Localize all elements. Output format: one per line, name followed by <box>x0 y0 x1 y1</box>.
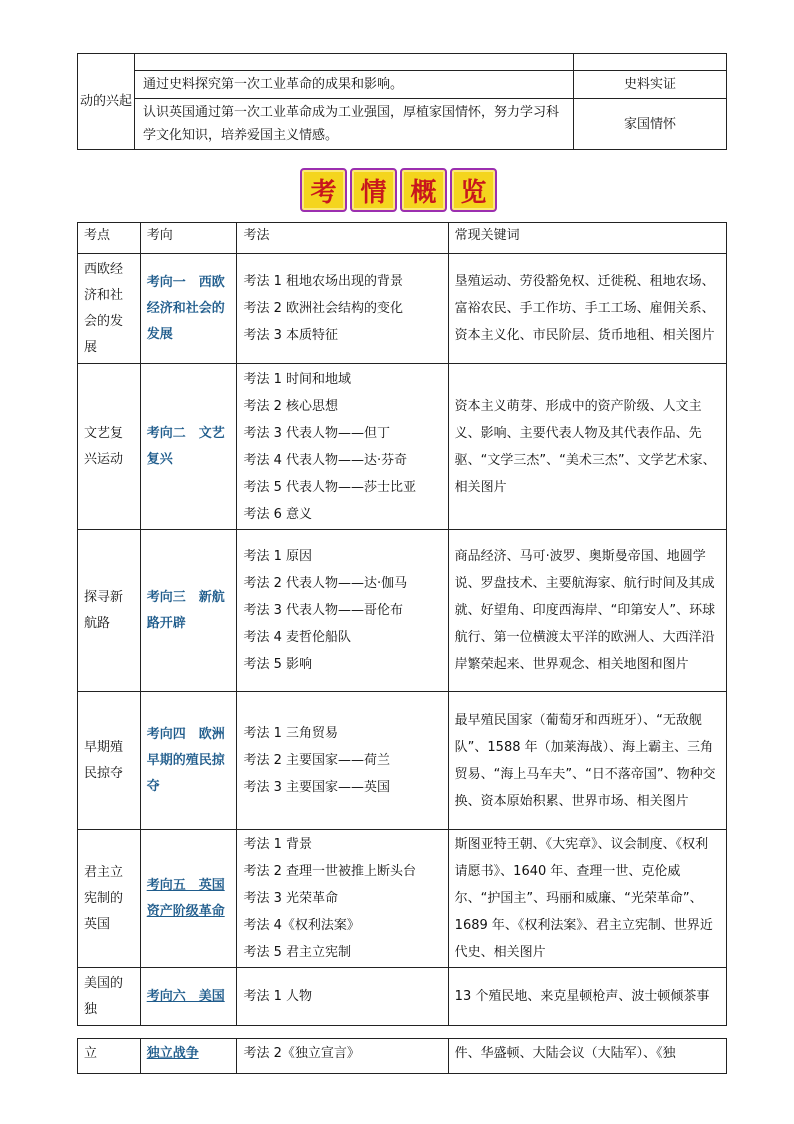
banner-char: 概 <box>400 168 447 212</box>
exam-methods <box>237 968 448 1026</box>
method-item: 考法 2 查理一世被推上断头台 <box>243 864 417 879</box>
exam-direction: 考向四 欧洲早期的殖民掠夺 <box>140 692 237 830</box>
method-item: 考法 2 核心思想 <box>243 398 339 414</box>
method-item: 考法 4 麦哲伦船队 <box>243 630 352 645</box>
exam-methods <box>237 364 448 530</box>
method-item: 考法 5 代表人物——莎士比亚 <box>243 479 417 495</box>
objective-text: 认识英国通过第一次工业革命成为工业强国，厚植家国情怀，努力学习科学文化知识，培养爱国主义情感。 <box>135 99 574 150</box>
exam-methods <box>237 692 448 830</box>
exam-direction: 考向六 美国 <box>140 968 237 1026</box>
exam-direction: 考向三 新航路开辟 <box>140 530 237 692</box>
table-row <box>78 530 727 692</box>
method-item: 考法 4 代表人物——达·芬奇 <box>243 452 408 468</box>
exam-direction: 独立战争 <box>140 1039 237 1074</box>
table-row <box>78 364 727 530</box>
section-banner <box>300 168 497 212</box>
header-cell: 考向 <box>140 223 237 254</box>
method-item: 考法 3 主要国家——英国 <box>243 780 391 795</box>
method-item: 考法 2《独立宣言》 <box>237 1039 448 1074</box>
keywords: 资本主义萌芽、形成中的资产阶级、人文主义、影响、主要代表人物及其代表作品、先驱、“文学三杰”、“美术三杰”、文学艺术家、相关图片 <box>448 364 726 530</box>
method-item: 考法 5 君主立宪制 <box>243 945 352 960</box>
method-item: 考法 5 影响 <box>243 657 313 672</box>
row-label: 动的兴起 <box>78 54 135 150</box>
objective-text: 通过史料探究第一次工业革命的成果和影响。 <box>135 71 574 99</box>
table-row <box>78 254 727 364</box>
exam-point: 美国的独 <box>78 968 141 1026</box>
keywords: 斯图亚特王朝、《大宪章》、议会制度、《权利请愿书》、1640 年、查理一世、克伦威尔、“护国主”、玛丽和威廉、“光荣革命”、1689 年、《权利法案》、君主立宪制、世界近代史、相关图片 <box>448 830 726 968</box>
exam-point: 君主立宪制的英国 <box>78 830 141 968</box>
exam-methods <box>237 530 448 692</box>
exam-point: 早期殖民掠夺 <box>78 692 141 830</box>
objective-tag: 家国情怀 <box>574 99 727 150</box>
objective-tag: 史料实证 <box>574 71 727 99</box>
keywords: 件、华盛顿、大陆会议（大陆军）、《独 <box>448 1039 726 1074</box>
method-item: 考法 1 原因 <box>243 549 313 564</box>
table-header <box>78 223 727 254</box>
banner-char: 览 <box>450 168 497 212</box>
empty-cell <box>135 54 574 71</box>
method-item: 考法 6 意义 <box>243 506 313 522</box>
banner-char: 情 <box>350 168 397 212</box>
method-item: 考法 3 光荣革命 <box>243 891 339 906</box>
method-item: 考法 4《权利法案》 <box>243 918 360 933</box>
method-item: 考法 1 背景 <box>243 837 313 852</box>
keywords: 垦殖运动、劳役豁免权、迁徙税、租地农场、富裕农民、手工作坊、手工工场、雇佣关系、资本主义化、市民阶层、货币地租、相关图片 <box>448 254 726 364</box>
table-row <box>78 830 727 968</box>
table-row <box>78 692 727 830</box>
keywords: 13 个殖民地、来克星顿枪声、波士顿倾茶事 <box>448 968 726 1026</box>
exam-point: 立 <box>78 1039 141 1074</box>
exam-direction: 考向二 文艺复兴 <box>140 364 237 530</box>
method-item: 考法 1 租地农场出现的背景 <box>243 274 404 289</box>
exam-overview-table <box>77 222 727 1026</box>
keywords: 商品经济、马可·波罗、奥斯曼帝国、地圆学说、罗盘技术、主要航海家、航行时间及其成就、好望角、印度西海岸、“印第安人”、环球航行、第一位横渡太平洋的欧洲人、大西洋沿岸繁荣起来、世界观念、相关地图和图片 <box>448 530 726 692</box>
method-item: 考法 2 欧洲社会结构的变化 <box>243 301 404 316</box>
method-item: 考法 3 代表人物——但丁 <box>243 425 391 441</box>
method-item: 考法 1 三角贸易 <box>243 726 339 741</box>
objectives-table <box>77 53 727 150</box>
method-item: 考法 3 代表人物——哥伦布 <box>243 603 404 618</box>
exam-methods <box>237 830 448 968</box>
exam-point: 探寻新航路 <box>78 530 141 692</box>
table-row <box>78 968 727 1026</box>
method-item: 考法 1 时间和地域 <box>243 371 352 387</box>
keywords: 最早殖民国家（葡萄牙和西班牙）、“无敌舰队”、1588 年（加莱海战）、海上霸主、三角贸易、“海上马车夫”、“日不落帝国”、物种交换、资本原始积累、世界市场、相关图片 <box>448 692 726 830</box>
table-row <box>78 1039 727 1074</box>
header-cell: 考法 <box>237 223 448 254</box>
exam-point: 西欧经济和社会的发展 <box>78 254 141 364</box>
header-cell: 常现关键词 <box>448 223 726 254</box>
exam-direction: 考向五 英国资产阶级革命 <box>140 830 237 968</box>
method-item: 考法 2 代表人物——达·伽马 <box>243 576 408 591</box>
method-item: 考法 3 本质特征 <box>243 328 339 343</box>
banner-char: 考 <box>300 168 347 212</box>
exam-direction: 考向一 西欧经济和社会的发展 <box>140 254 237 364</box>
method-item: 考法 1 人物 <box>243 989 313 1004</box>
exam-methods <box>237 254 448 364</box>
continued-table <box>77 1038 727 1074</box>
header-cell: 考点 <box>78 223 141 254</box>
empty-cell <box>574 54 727 71</box>
method-item: 考法 2 主要国家——荷兰 <box>243 753 391 768</box>
exam-point: 文艺复兴运动 <box>78 364 141 530</box>
